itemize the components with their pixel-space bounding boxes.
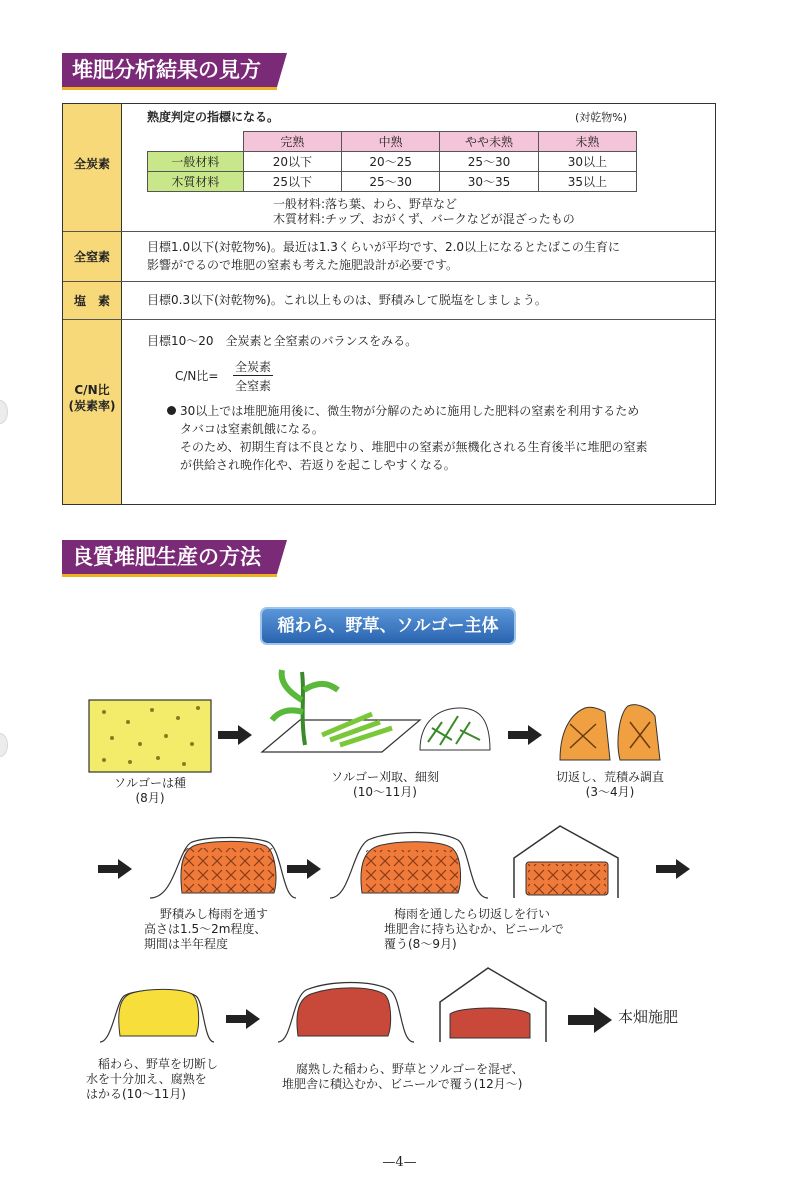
covered-pile-icon — [330, 833, 488, 899]
step1-caption-1: ソルゴーは種 — [113, 776, 186, 790]
step6-caption-1: 稲わら、野草を切断し — [98, 1057, 219, 1071]
value-cell: 30〜35 — [440, 172, 538, 192]
material-note-general: 一般材料:落ち葉、わら、野草など — [273, 197, 458, 211]
header-cell: やや未熟 — [440, 132, 538, 152]
compost-shed-icon — [514, 826, 618, 898]
nitrogen-text-1: 目標1.0以下(対乾物%)。最近は1.3くらいが平均です、2.0以上になるとたばこの生育に — [147, 240, 621, 254]
step2-caption-2: (10〜11月) — [353, 785, 417, 799]
step6-caption-2: 水を十分加え、腐熟を — [86, 1072, 207, 1086]
sorghum-seed-field-icon — [89, 700, 211, 772]
step4-caption-3: 期間は半年程度 — [144, 937, 229, 951]
nitrogen-text-2: 影響がでるので堆肥の窒素も考えた施肥設計が必要です。 — [147, 258, 459, 272]
section-title-production: 良質堆肥生産の方法 — [62, 540, 277, 577]
cn-bullet-line-1: 30以上では堆肥施用後に、微生物が分解のために施用した肥料の窒素を利用するため — [167, 402, 639, 420]
formula-numerator: 全炭素 — [235, 360, 272, 374]
arrow-icon — [226, 1009, 260, 1029]
cn-bullet-line-3: そのため、初期生育は不良となり、堆肥中の窒素が無機化される生育後半に堆肥の窒素 — [180, 440, 648, 454]
value-cell: 20以下 — [243, 152, 341, 172]
value-cell: 30以上 — [538, 152, 636, 172]
arrow-icon — [218, 725, 252, 745]
step4-caption-1: 野積みし梅雨を通す — [160, 907, 269, 921]
cn-bullet-line-4: が供給され晩作化や、若返りを起こしやすくなる。 — [180, 458, 456, 472]
label-cn-ratio: C/N比 — [74, 383, 110, 397]
formula-left: C/N比= — [175, 369, 219, 383]
value-cell: 25〜30 — [440, 152, 538, 172]
material-banner: 稲わら、野草、ソルゴー主体 — [262, 609, 514, 643]
step4-caption-2: 高さは1.5〜2m程度、 — [144, 922, 267, 936]
cn-bullet-line-2: タバコは窒素飢餓になる。 — [180, 422, 324, 436]
arrow-icon — [568, 1007, 612, 1033]
formula-denominator: 全窒素 — [235, 379, 272, 393]
step2-caption-1: ソルゴー刈取、細刻 — [330, 770, 439, 784]
row-name-cell: 一般材料 — [148, 152, 244, 172]
arrow-icon — [508, 725, 542, 745]
chlorine-text: 目標0.3以下(対乾物%)。これ以上ものは、野積みして脱塩をしましょう。 — [147, 293, 547, 307]
arrow-icon — [287, 859, 321, 879]
row-name-cell: 木質材料 — [148, 172, 244, 192]
step7-caption-1: 腐熟した稲わら、野草とソルゴーを混ぜ、 — [296, 1062, 524, 1076]
label-chlorine: 塩 素 — [73, 294, 110, 308]
carbon-intro: 熟度判定の指標になる。 — [147, 110, 280, 124]
cn-target-text: 目標10〜20 全炭素と全窒素のバランスをみる。 — [147, 334, 418, 348]
label-total-carbon: 全炭素 — [73, 157, 110, 171]
rough-pile-icon — [560, 705, 660, 760]
compost-shed-icon — [440, 968, 546, 1042]
arrow-icon — [656, 859, 690, 879]
value-cell: 25〜30 — [342, 172, 440, 192]
value-cell: 20〜25 — [342, 152, 440, 172]
step3-caption-2: (3〜4月) — [585, 785, 635, 799]
sorghum-harvest-icon — [262, 670, 490, 752]
step3-caption-1: 切返し、荒積み調直 — [555, 770, 664, 784]
material-note-wood: 木質材料:チップ、おがくず、バークなどが混ざったもの — [273, 212, 575, 226]
value-cell: 35以上 — [538, 172, 636, 192]
final-step-label: 本畑施肥 — [618, 1008, 679, 1026]
page-number: —4— — [382, 1155, 417, 1170]
header-cell: 完熟 — [243, 132, 341, 152]
step7-caption-2: 堆肥舎に積込むか、ビニールで覆う(12月〜) — [282, 1077, 523, 1091]
header-cell: 未熟 — [538, 132, 636, 152]
step5-caption-1: 梅雨を通したら切返しを行い — [394, 907, 551, 921]
value-cell: 25以下 — [243, 172, 341, 192]
label-carbon-rate: (炭素率) — [68, 399, 116, 413]
step1-caption-2: (8月) — [135, 791, 165, 805]
section-title-analysis: 堆肥分析結果の見方 — [62, 53, 277, 90]
step6-caption-3: はかる(10〜11月) — [86, 1087, 186, 1101]
arrow-icon — [98, 859, 132, 879]
label-total-nitrogen: 全窒素 — [73, 250, 110, 264]
unit-note: (対乾物%) — [575, 111, 628, 124]
step5-caption-3: 覆う(8〜9月) — [384, 937, 457, 951]
straw-pile-icon — [100, 989, 214, 1042]
step5-caption-2: 堆肥舎に持ち込むか、ビニールで — [384, 922, 564, 936]
header-cell: 中熟 — [342, 132, 440, 152]
mixed-pile-icon — [278, 983, 414, 1043]
field-pile-icon — [150, 838, 296, 899]
